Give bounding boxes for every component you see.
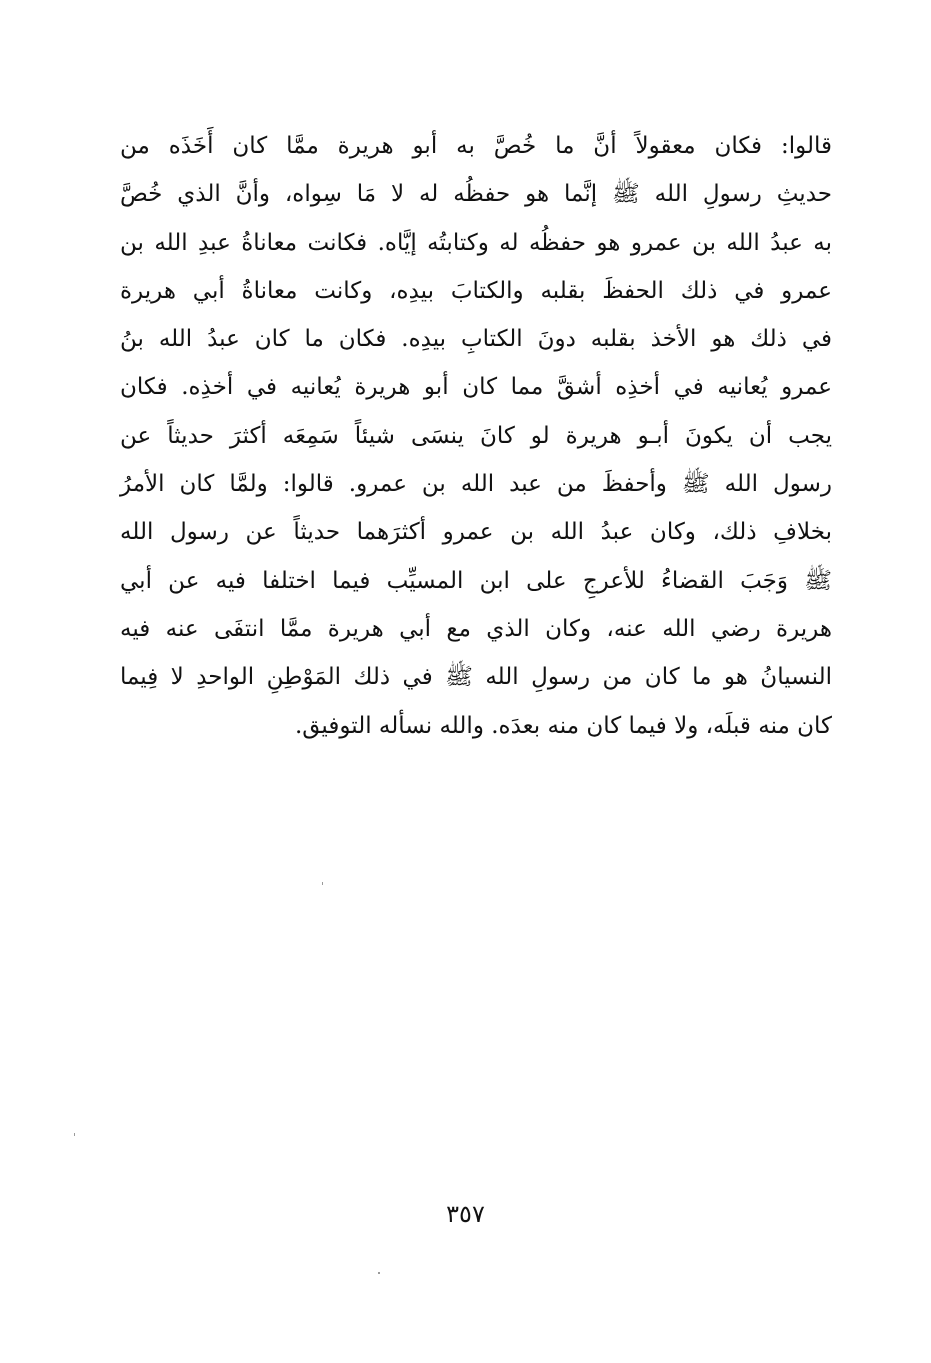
text-line: ﷺ وَجَبَ القضاءُ للأعرجِ على ابن المسيِّب فيما اختلفا فيه عن أبي [120, 567, 832, 594]
text-line: رسول الله ﷺ وأحفظَ من عبد الله بن عمرو. قالوا: ولمَّا كان الأمرُ [120, 471, 832, 498]
text-line-last: كان منه قبلَه، ولا فيما كان منه بعدَه. والله نسأله التوفيق. [294, 712, 832, 739]
text-line: عمرو يُعانيه في أخذِه أشقَّ مما كان أبو هريرة يُعانيه في أخذِه. فكان [120, 374, 832, 401]
text-line: به عبدُ الله بن عمرو هو حفظُه له وكتابتُه إيَّاه. فكانت معاناةُ عبدِ الله بن [120, 229, 832, 256]
text-line: قالوا: فكان معقولاً أنَّ ما خُصَّ به أبو هريرة ممَّا كان أَخَذَه من [120, 133, 832, 159]
text-line: النسيانُ هو ما كان من رسولِ الله ﷺ في ذلك المَوْطِنِ الواحدِ لا فِيما [120, 664, 832, 691]
text-line: يجب أن يكونَ أبـو هريرة لو كانَ ينسَى شيئاً سَمِعَه أكثرَ حديثاً عن [120, 422, 832, 449]
scan-speck [74, 1133, 75, 1136]
scan-speck [322, 882, 323, 885]
text-line: في ذلك هو الأخذ بقلبه دونَ الكتابِ بيدِه. فكان ما كان عبدُ الله بنُ [120, 326, 832, 353]
page-number: ٣٥٧ [446, 1200, 485, 1228]
scan-speck [378, 1272, 380, 1274]
body-text [120, 122, 832, 750]
text-line: عمرو في ذلك الحفظَ بقلبه والكتابَ بيدِه، وكانت معاناةُ أبي هريرة [120, 277, 832, 304]
text-line: هريرة رضي الله عنه، وكان الذي مع أبي هريرة ممَّا انتفَى عنه فيه [120, 615, 832, 642]
text-line: بخلافِ ذلك، وكان عبدُ الله بن عمرو أكثرَهما حديثاً عن رسول الله [120, 519, 832, 546]
text-line: حديثِ رسولِ الله ﷺ إنَّما هو حفظُه له لا مَا سِواه، وأنَّ الذي خُصَّ [120, 181, 832, 208]
